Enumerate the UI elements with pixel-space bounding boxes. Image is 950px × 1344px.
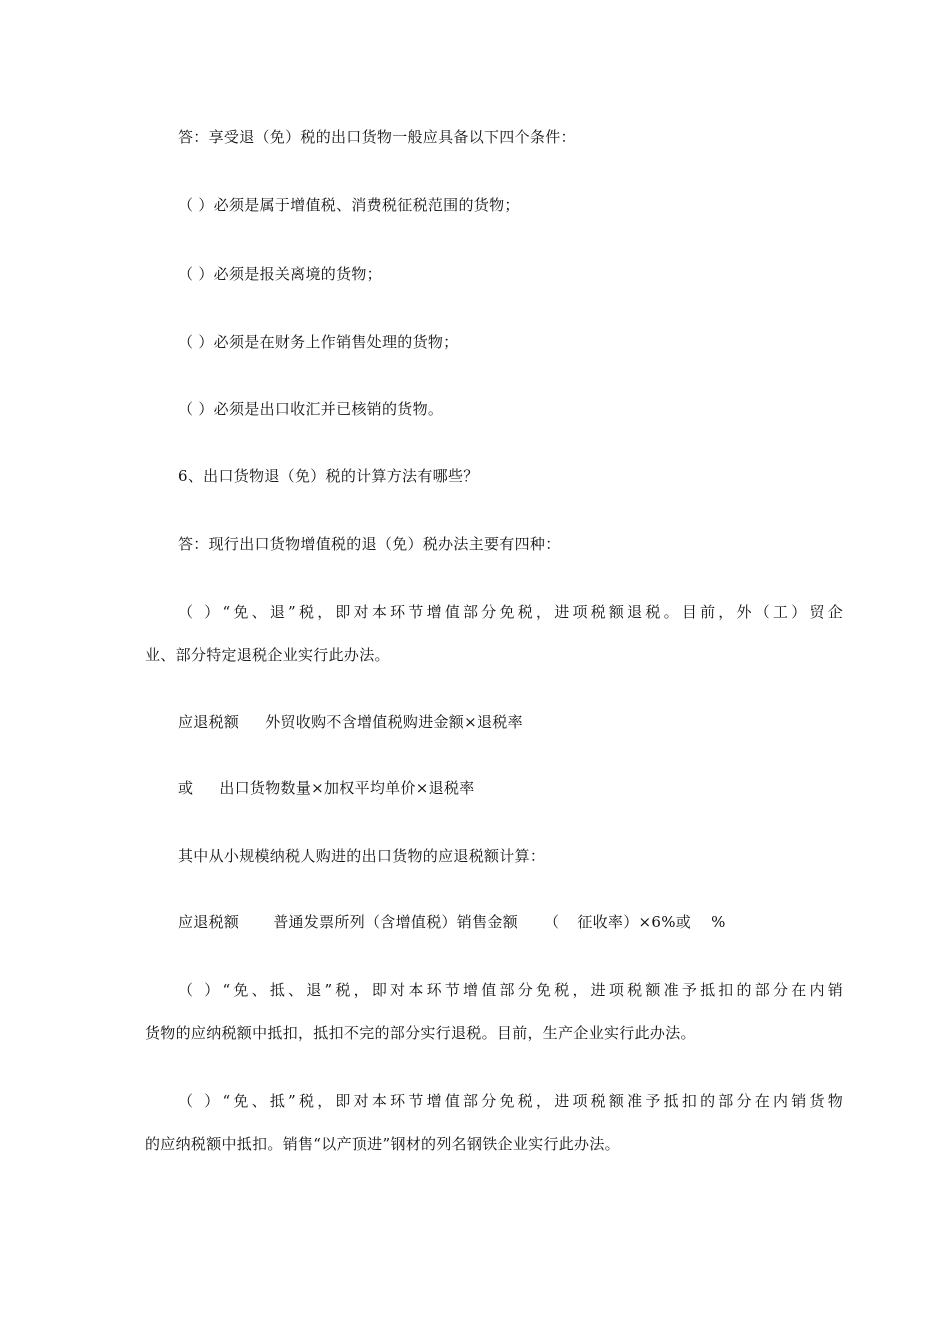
formula-2-expression: 出口货物数量×加权平均单价×退税率 xyxy=(219,779,475,797)
small-taxpayer-note: 其中从小规模纳税人购进的出口货物的应退税额计算： xyxy=(178,847,546,865)
formula-3-label: 应退税额 xyxy=(178,913,240,931)
formula-1 xyxy=(145,712,843,732)
condition-item-2: （ ）必须是报关离境的货物； xyxy=(178,265,382,283)
condition-item-4: （ ）必须是出口收汇并已核销的货物。 xyxy=(178,400,444,418)
method-3-line-2: 的应纳税额中抵扣。销售“以产顶进”钢材的列名钢铁企业实行此办法。 xyxy=(145,1135,620,1153)
formula-1-expression: 外贸收购不含增值税购进金额×退税率 xyxy=(265,713,523,731)
formula-3-part-1: 普通发票所列（含增值税）销售金额 xyxy=(273,913,519,931)
method-2-line-2: 货物的应纳税额中抵扣，抵扣不完的部分实行退税。目前，生产企业实行此办法。 xyxy=(145,1024,696,1042)
formula-2 xyxy=(145,778,843,798)
formula-3-part-2: （ xyxy=(544,913,560,931)
formula-1-label: 应退税额 xyxy=(178,713,240,731)
question-6-heading: 6、出口货物退（免）税的计算方法有哪些？ xyxy=(178,467,479,485)
answer-conditions-intro: 答：享受退（免）税的出口货物一般应具备以下四个条件： xyxy=(178,128,576,146)
answer-methods-intro: 答：现行出口货物增值税的退（免）税办法主要有四种： xyxy=(178,535,561,553)
method-2-line-1: （ ）“免、抵、退”税，即对本环节增值部分免税，进项税额准予抵扣的部分在内销 xyxy=(178,981,843,999)
method-1-line-2: 业、部分特定退税企业实行此办法。 xyxy=(145,646,390,664)
condition-item-3: （ ）必须是在财务上作销售处理的货物； xyxy=(178,333,459,351)
formula-2-label: 或 xyxy=(178,779,194,797)
formula-3 xyxy=(145,912,843,932)
formula-3-part-4: % xyxy=(711,913,726,931)
condition-item-1: （ ）必须是属于增值税、消费税征税范围的货物； xyxy=(178,196,520,214)
method-3-line-1: （ ）“免、抵”税，即对本环节增值部分免税，进项税额准予抵扣的部分在内销货物 xyxy=(178,1092,843,1110)
formula-3-part-3: 征收率）×6%或 xyxy=(577,913,692,931)
method-1-line-1: （ ）“免、退”税，即对本环节增值部分免税，进项税额退税。目前，外（工）贸企 xyxy=(178,603,843,621)
